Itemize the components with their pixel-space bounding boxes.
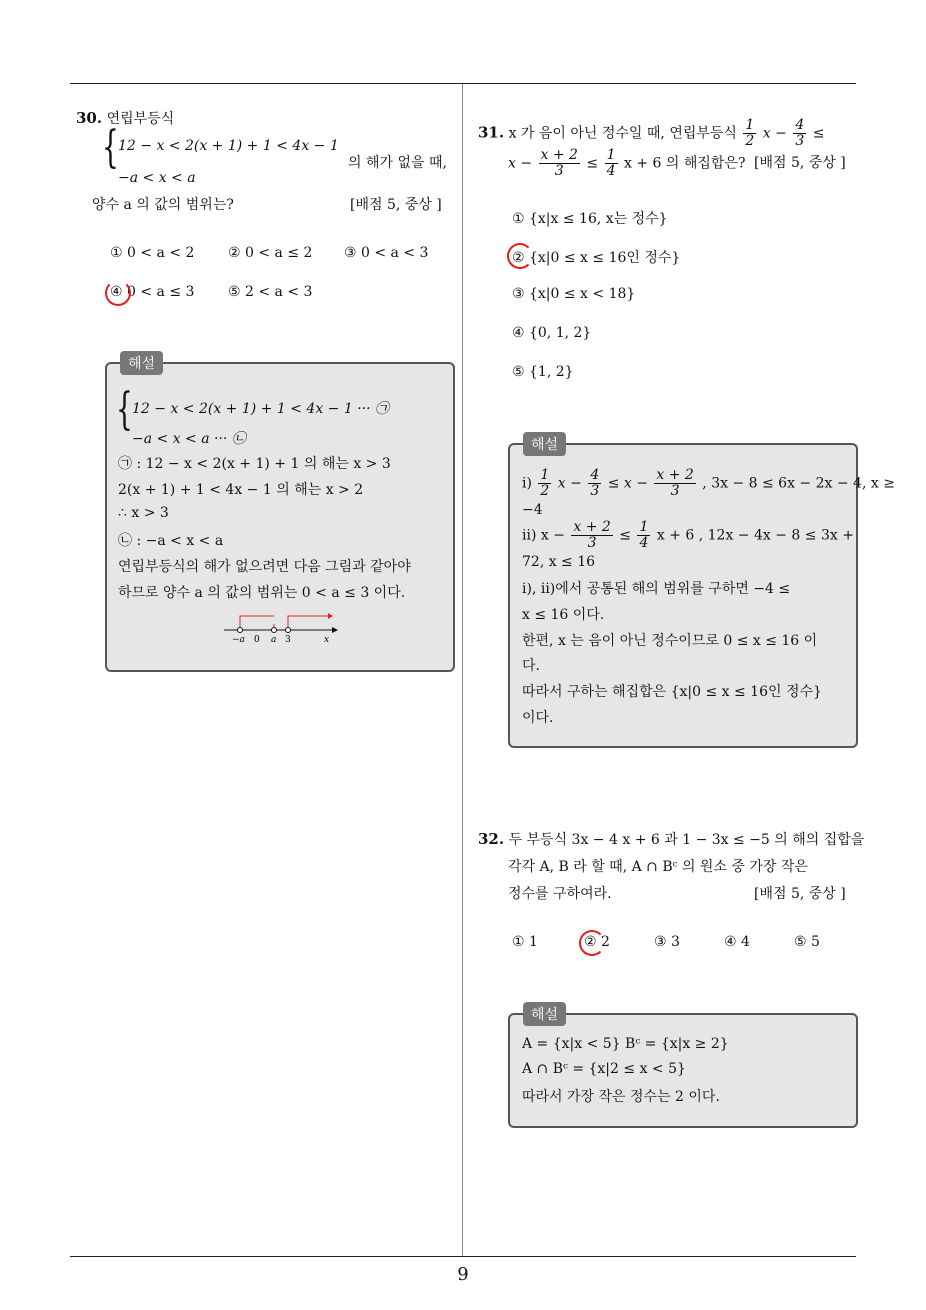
question-text: 양수 a 의 값의 범위는? <box>92 197 234 213</box>
choice-1[interactable]: ① {x|x ≤ 16, x는 정수} <box>512 211 668 227</box>
frac-den: 4 <box>639 535 649 551</box>
solution-step-i: ⅰ) <box>522 475 532 492</box>
fraction-x2-3 <box>654 468 695 499</box>
question-text-1: x 가 음이 아닌 정수일 때, 연립부등식 <box>508 125 737 142</box>
choice-2[interactable]: ② 2 <box>584 934 610 950</box>
frac-den: 3 <box>587 535 597 551</box>
frac-den: 2 <box>745 133 755 149</box>
question-text-2: 각각 A, B 라 할 때, A ∩ Bᶜ 의 원소 중 가장 작은 <box>508 859 808 875</box>
score-label: [배점 5, 중상 ] <box>350 197 442 213</box>
score-label: [배점 5, 중상 ] <box>754 886 846 902</box>
frac-den: 3 <box>554 163 564 179</box>
question-text-3: ≤ <box>812 125 825 142</box>
solution-tag: 해설 <box>523 432 566 456</box>
question-number: 30. <box>76 109 103 127</box>
answer-circle-mark <box>105 280 131 306</box>
frac-num: x + 2 <box>656 467 694 483</box>
fraction-1-4 <box>637 520 650 551</box>
tick-label-three: 3 <box>285 635 291 645</box>
solution-step-ii: ⅱ) x − <box>522 527 565 544</box>
solution-line-4: 2(x + 1) + 1 < 4x − 1 의 해는 x > 2 <box>118 482 364 498</box>
solution-line-1: 12 − x < 2(x + 1) + 1 < 4x − 1 ··· ㉠ <box>132 401 389 417</box>
answer-circle-mark <box>507 243 533 269</box>
frac-num: 4 <box>795 117 805 133</box>
solution-text: ⅰ), ⅱ)에서 공통된 해의 범위를 구하면 −4 ≤ <box>522 581 791 597</box>
choice-3[interactable]: ③ 0 < a < 3 <box>344 245 429 261</box>
tick-label-zero: 0 <box>254 635 260 645</box>
choice-3[interactable]: ③ 3 <box>654 934 680 950</box>
choice-4[interactable]: ④ 4 <box>724 934 750 950</box>
fraction-1-4 <box>605 148 618 179</box>
tick-label-a: a <box>271 635 277 645</box>
choice-5[interactable]: ⑤ 5 <box>794 934 820 950</box>
solution-text: , 3x − 8 ≤ 6x − 2x − 4, x ≥ <box>702 475 895 492</box>
solution-text: 72, x ≤ 16 <box>522 554 596 570</box>
solution-line-7: 연립부등식의 해가 없으려면 다음 그림과 같아야 <box>118 559 411 575</box>
choice-1[interactable]: ① 0 < a < 2 <box>110 245 195 261</box>
solution-text: 따라서 구하는 해집합은 {x|0 ≤ x ≤ 16인 정수} <box>522 684 822 700</box>
fraction-1-2 <box>538 468 551 499</box>
choice-4[interactable]: ④ {0, 1, 2} <box>512 325 592 341</box>
solution-line-8: 하므로 양수 a 의 값의 범위는 0 < a ≤ 3 이다. <box>118 585 406 601</box>
question-text-2: x − <box>762 125 787 142</box>
question-text-1: 두 부등식 3x − 4 x + 6 과 1 − 3x ≤ −5 의 해의 집합을 <box>508 832 865 848</box>
question-text-6: x + 6 의 해집합은? <box>623 155 746 172</box>
question-text-3: 정수를 구하여라. <box>508 886 612 902</box>
question-suffix: 의 해가 없을 때, <box>348 155 447 171</box>
fraction-4-3 <box>793 118 806 149</box>
system-line-2: −a < x < a <box>118 170 196 186</box>
choice-1[interactable]: ① 1 <box>512 934 538 950</box>
column-divider <box>462 84 463 1256</box>
question-text-5: ≤ <box>586 155 599 172</box>
solution-line-5: ∴ x > 3 <box>118 505 169 521</box>
solution-line-6: ㉡ : −a < x < a <box>118 533 224 549</box>
fraction-x2-3 <box>571 520 612 551</box>
solution-text: x + 6 , 12x − 4x − 8 ≤ 3x + <box>656 527 854 544</box>
fraction-1-2 <box>743 118 756 149</box>
frac-den: 3 <box>670 483 680 499</box>
solution-text: x ≤ 16 이다. <box>522 607 605 623</box>
solution-line-2: A ∩ Bᶜ = {x|2 ≤ x < 5} <box>522 1061 686 1077</box>
solution-line-1: A = {x|x < 5} Bᶜ = {x|x ≥ 2} <box>522 1036 729 1052</box>
fraction-4-3 <box>588 468 601 499</box>
solution-text: x − <box>557 475 582 492</box>
solution-text: −4 <box>522 502 543 518</box>
frac-num: 1 <box>745 117 755 133</box>
solution-brace: { <box>116 384 133 435</box>
choice-2[interactable]: ② 0 < a ≤ 2 <box>228 245 313 261</box>
question-number: 31. <box>478 123 505 142</box>
solution-line-2: −a < x < a ··· ㉡ <box>132 431 246 447</box>
tick-label-neg-a: −a <box>232 635 245 645</box>
choice-2[interactable]: ② {x|0 ≤ x ≤ 16인 정수} <box>512 250 681 266</box>
solution-text: 한편, x 는 음이 아닌 정수이므로 0 ≤ x ≤ 16 이 <box>522 633 818 649</box>
solution-tag: 해설 <box>523 1002 566 1026</box>
frac-den: 2 <box>540 483 550 499</box>
answer-circle-mark <box>579 930 605 956</box>
system-brace: { <box>102 122 119 173</box>
choice-5[interactable]: ⑤ 2 < a < 3 <box>228 284 313 300</box>
solution-line-3: 따라서 가장 작은 정수는 2 이다. <box>522 1089 720 1105</box>
question-number: 32. <box>478 830 505 848</box>
question-title: 연립부등식 <box>106 111 175 127</box>
solution-text: 다. <box>522 658 540 674</box>
frac-num: x + 2 <box>540 147 578 163</box>
choice-5[interactable]: ⑤ {1, 2} <box>512 364 574 380</box>
frac-num: 1 <box>639 519 649 535</box>
frac-num: 1 <box>540 467 550 483</box>
tick-label-x: x <box>324 635 330 645</box>
frac-den: 3 <box>590 483 600 499</box>
solution-line-3: ㉠ : 12 − x < 2(x + 1) + 1 의 해는 x > 3 <box>118 456 391 472</box>
solution-text: ≤ x − <box>607 475 648 492</box>
frac-num: 4 <box>590 467 600 483</box>
top-rule <box>70 83 856 84</box>
solution-tag: 해설 <box>120 351 163 375</box>
score-label: [배점 5, 중상 ] <box>754 155 846 171</box>
page-number: 9 <box>457 1264 469 1285</box>
frac-num: x + 2 <box>573 519 611 535</box>
system-line-1: 12 − x < 2(x + 1) + 1 < 4x − 1 <box>118 138 339 154</box>
bottom-rule <box>70 1256 856 1257</box>
solution-text: ≤ <box>619 527 632 544</box>
frac-den: 4 <box>606 163 616 179</box>
choice-4[interactable]: ④ 0 < a ≤ 3 <box>110 284 195 300</box>
frac-den: 3 <box>795 133 805 149</box>
question-text-4: x − <box>508 155 533 172</box>
choice-3[interactable]: ③ {x|0 ≤ x < 18} <box>512 286 636 302</box>
number-line-diagram <box>222 608 342 648</box>
frac-num: 1 <box>606 147 616 163</box>
solution-text: 이다. <box>522 710 554 726</box>
fraction-x2-3 <box>539 148 580 179</box>
